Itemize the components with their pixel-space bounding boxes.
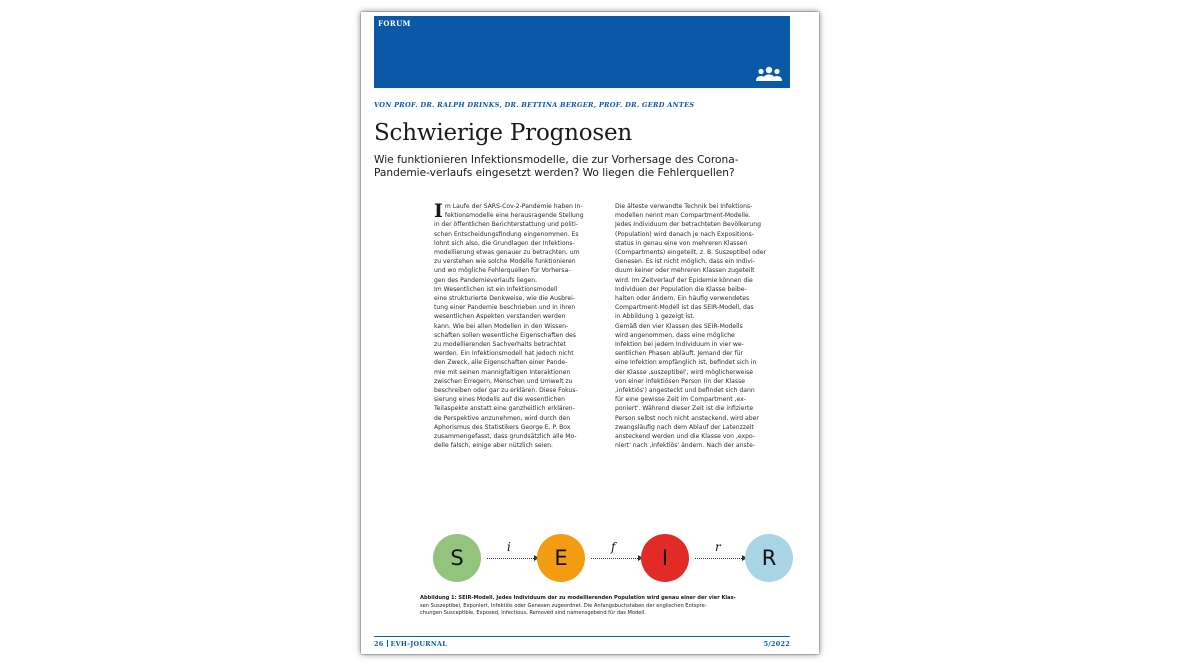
- text-line: kann. Wie bei allen Modellen in den Wissen-: [434, 322, 569, 330]
- seir-diagram: [431, 531, 795, 587]
- text-line: modellierung etwas genauer zu betrachten, um: [434, 249, 580, 257]
- edge-i-r-label: r: [715, 540, 721, 554]
- text-column-2: [615, 202, 787, 450]
- text-line: werden. Ein Infektionsmodell hat jedoch nicht: [434, 350, 574, 358]
- text-line: Die älteste verwandte Technik bei Infektions-: [615, 203, 753, 210]
- node-r-label: R: [761, 546, 777, 570]
- edge-s-e-line: [487, 558, 534, 559]
- node-e: [537, 534, 585, 582]
- text-line: Jedes Individuum der betrachteten Bevölkerung: [615, 221, 761, 229]
- node-r: [745, 534, 793, 582]
- text-line: Gemäß den vier Klassen des SEIR-Modells: [615, 322, 743, 330]
- edge-i-r-line: [695, 558, 742, 559]
- text-line: halten oder ändern. Ein häufig verwendetes: [615, 295, 750, 303]
- text-line: schaften sollen wesentliche Eigenschaften des: [434, 331, 577, 339]
- footer-separator: [387, 640, 388, 647]
- text-line: Person selbst noch nicht ansteckend, wird aber: [615, 414, 759, 422]
- text-line: von einer infektiösen Person (in der Klasse: [615, 377, 746, 385]
- section-label: FORUM: [378, 19, 411, 28]
- text-line: beschreiben oder gar zu erklären. Diese Fokus-: [434, 387, 578, 395]
- text-line: m Laufe der SARS-Cov-2-Pandemie haben In-: [444, 203, 583, 210]
- text-line: in Abbildung 1 gezeigt ist.: [615, 313, 695, 321]
- text-line: Infektion bei jedem Individuum in vier we-: [615, 341, 744, 349]
- text-line: der Klasse ‚suszeptibel', wird möglicherweise: [615, 368, 754, 376]
- drop-cap: I: [434, 200, 443, 222]
- text-column-1: [434, 202, 606, 450]
- text-line: zusammengefasst, dass grundsätzlich alle Mo-: [434, 433, 577, 441]
- text-line: Im Wesentlichen ist ein Infektionsmodell: [434, 285, 558, 293]
- forum-banner: [374, 16, 790, 88]
- edge-e-i-label: f: [611, 540, 616, 554]
- text-line: den Zweck, alle Eigenschaften einer Pande-: [434, 359, 568, 367]
- text-line: zwischen Erregern, Menschen und Umwelt zu: [434, 377, 573, 385]
- text-line: de Perspektive anzunehmen, wird durch den: [434, 414, 571, 422]
- issue-number: 5/2022: [763, 640, 790, 648]
- figure-caption: [420, 595, 796, 618]
- edge-s-e-label: i: [507, 540, 511, 554]
- text-line: zu modellierenden Sachverhalts betrachtet: [434, 341, 566, 349]
- text-line: wird angenommen, dass eine mögliche: [615, 331, 735, 339]
- text-line: Aphorismus des Statistikers George E. P. Box: [434, 423, 571, 431]
- text-line: modellen nennt man Compartment-Modelle.: [615, 212, 751, 220]
- article-title: Schwierige Prognosen: [374, 120, 633, 146]
- text-line: gen des Pandemieverlaufs liegen.: [434, 276, 538, 284]
- text-line: für eine gewisse Zeit im Compartment ‚ex-: [615, 396, 746, 404]
- text-line: eine Infektion empfänglich ist, befindet sich in: [615, 359, 757, 367]
- text-line: poniert'. Während dieser Zeit ist die infizierte: [615, 405, 754, 413]
- text-line: fektionsmodelle eine herausragende Stellung: [444, 212, 584, 220]
- text-line: in der öffentlichen Berichterstattung und politi-: [434, 221, 579, 229]
- page-number: 26: [374, 640, 384, 648]
- text-line: sentlichen Phasen abläuft. Jemand der für: [615, 350, 743, 358]
- text-line: Genesen. Es ist nicht möglich, dass ein Indivi-: [615, 258, 755, 266]
- text-line: tung einer Pandemie beschrieben und in ihren: [434, 304, 576, 312]
- footer-rule: [374, 636, 790, 637]
- text-line: delle falsch, einige aber nützlich seien.: [434, 442, 553, 450]
- node-s: [433, 534, 481, 582]
- node-e-label: E: [554, 546, 568, 570]
- journal-name: EVH-JOURNAL: [390, 640, 448, 648]
- caption-line: chungen Susceptible, Exposed, Infectious, Removed sind namensgebend für das Modell.: [420, 610, 646, 616]
- column-2-lines: [615, 202, 787, 450]
- text-line: eine strukturierte Denkweise, wie die Ausbrei-: [434, 295, 575, 303]
- node-i-label: I: [661, 546, 669, 570]
- text-line: zu verstehen wie solche Modelle funktionieren: [434, 258, 576, 266]
- text-line: und wo mögliche Fehlerquellen für Vorhersa-: [434, 267, 571, 275]
- text-line: (Compartments) eingeteilt, z. B. Suszeptibel oder: [615, 249, 766, 257]
- text-line: Individuen der Population die Klasse beibe-: [615, 285, 747, 293]
- footer-left: [374, 640, 447, 648]
- author-line: VON PROF. DR. RALPH DRINKS, DR. BETTINA BERGER, PROF. DR. GERD ANTES: [374, 101, 695, 109]
- text-line: Compartment-Modell ist das SEIR-Modell, das: [615, 304, 754, 312]
- caption-line: sen Suszeptibel, Exponiert, Infektiös oder Genesen zugeordnet. Die Anfangsbuchstaben der englischen Entspre-: [420, 602, 707, 609]
- group-icon: [755, 66, 783, 82]
- journal-page: [361, 12, 819, 654]
- text-line: status in genau eine von mehreren Klassen: [615, 239, 748, 247]
- edge-e-i-line: [591, 558, 638, 559]
- text-line: wird. Im Zeitverlauf der Epidemie können die: [615, 276, 753, 284]
- text-line: lohnt sich also, die Grundlagen der Infektions-: [434, 239, 575, 247]
- text-line: schen Entscheidungsfindung eingenommen. Es: [434, 230, 579, 238]
- node-s-label: S: [450, 546, 464, 570]
- text-line: duum keiner oder mehreren Klassen zugeteilt: [615, 267, 755, 275]
- text-line: wesentlichen Aspekten verstanden werden: [434, 313, 566, 321]
- text-line: ‚infektiös') angesteckt und befindet sich dann: [615, 387, 755, 395]
- column-1-lines: [434, 202, 606, 450]
- caption-line: Abbildung 1: SEIR-Modell. Jedes Individuum der zu modellierenden Population wird genau einer der vier Klas-: [420, 595, 736, 601]
- text-line: zwangsläufig nach dem Ablauf der Latenzzeit: [615, 423, 754, 431]
- text-line: Teilaspekte anstatt eine ganzheitlich erklären-: [434, 405, 575, 413]
- text-line: mie mit seinen mannigfaltigen Interaktionen: [434, 368, 571, 376]
- text-line: ansteckend werden und die Klasse von ‚expo-: [615, 433, 755, 441]
- article-subtitle: Wie funktionieren Infektionsmodelle, die zur Vorhersage des Corona-Pandemie-verlaufs eingesetzt werden? Wo liegen die Fehlerquellen?: [374, 154, 739, 179]
- text-line: sierung eines Modells auf die wesentlichen: [434, 396, 565, 404]
- text-line: niert' nach ‚infektiös' ändern. Nach der anste-: [615, 442, 756, 450]
- node-i: [641, 534, 689, 582]
- text-line: (Population) wird danach je nach Expositions-: [615, 230, 755, 238]
